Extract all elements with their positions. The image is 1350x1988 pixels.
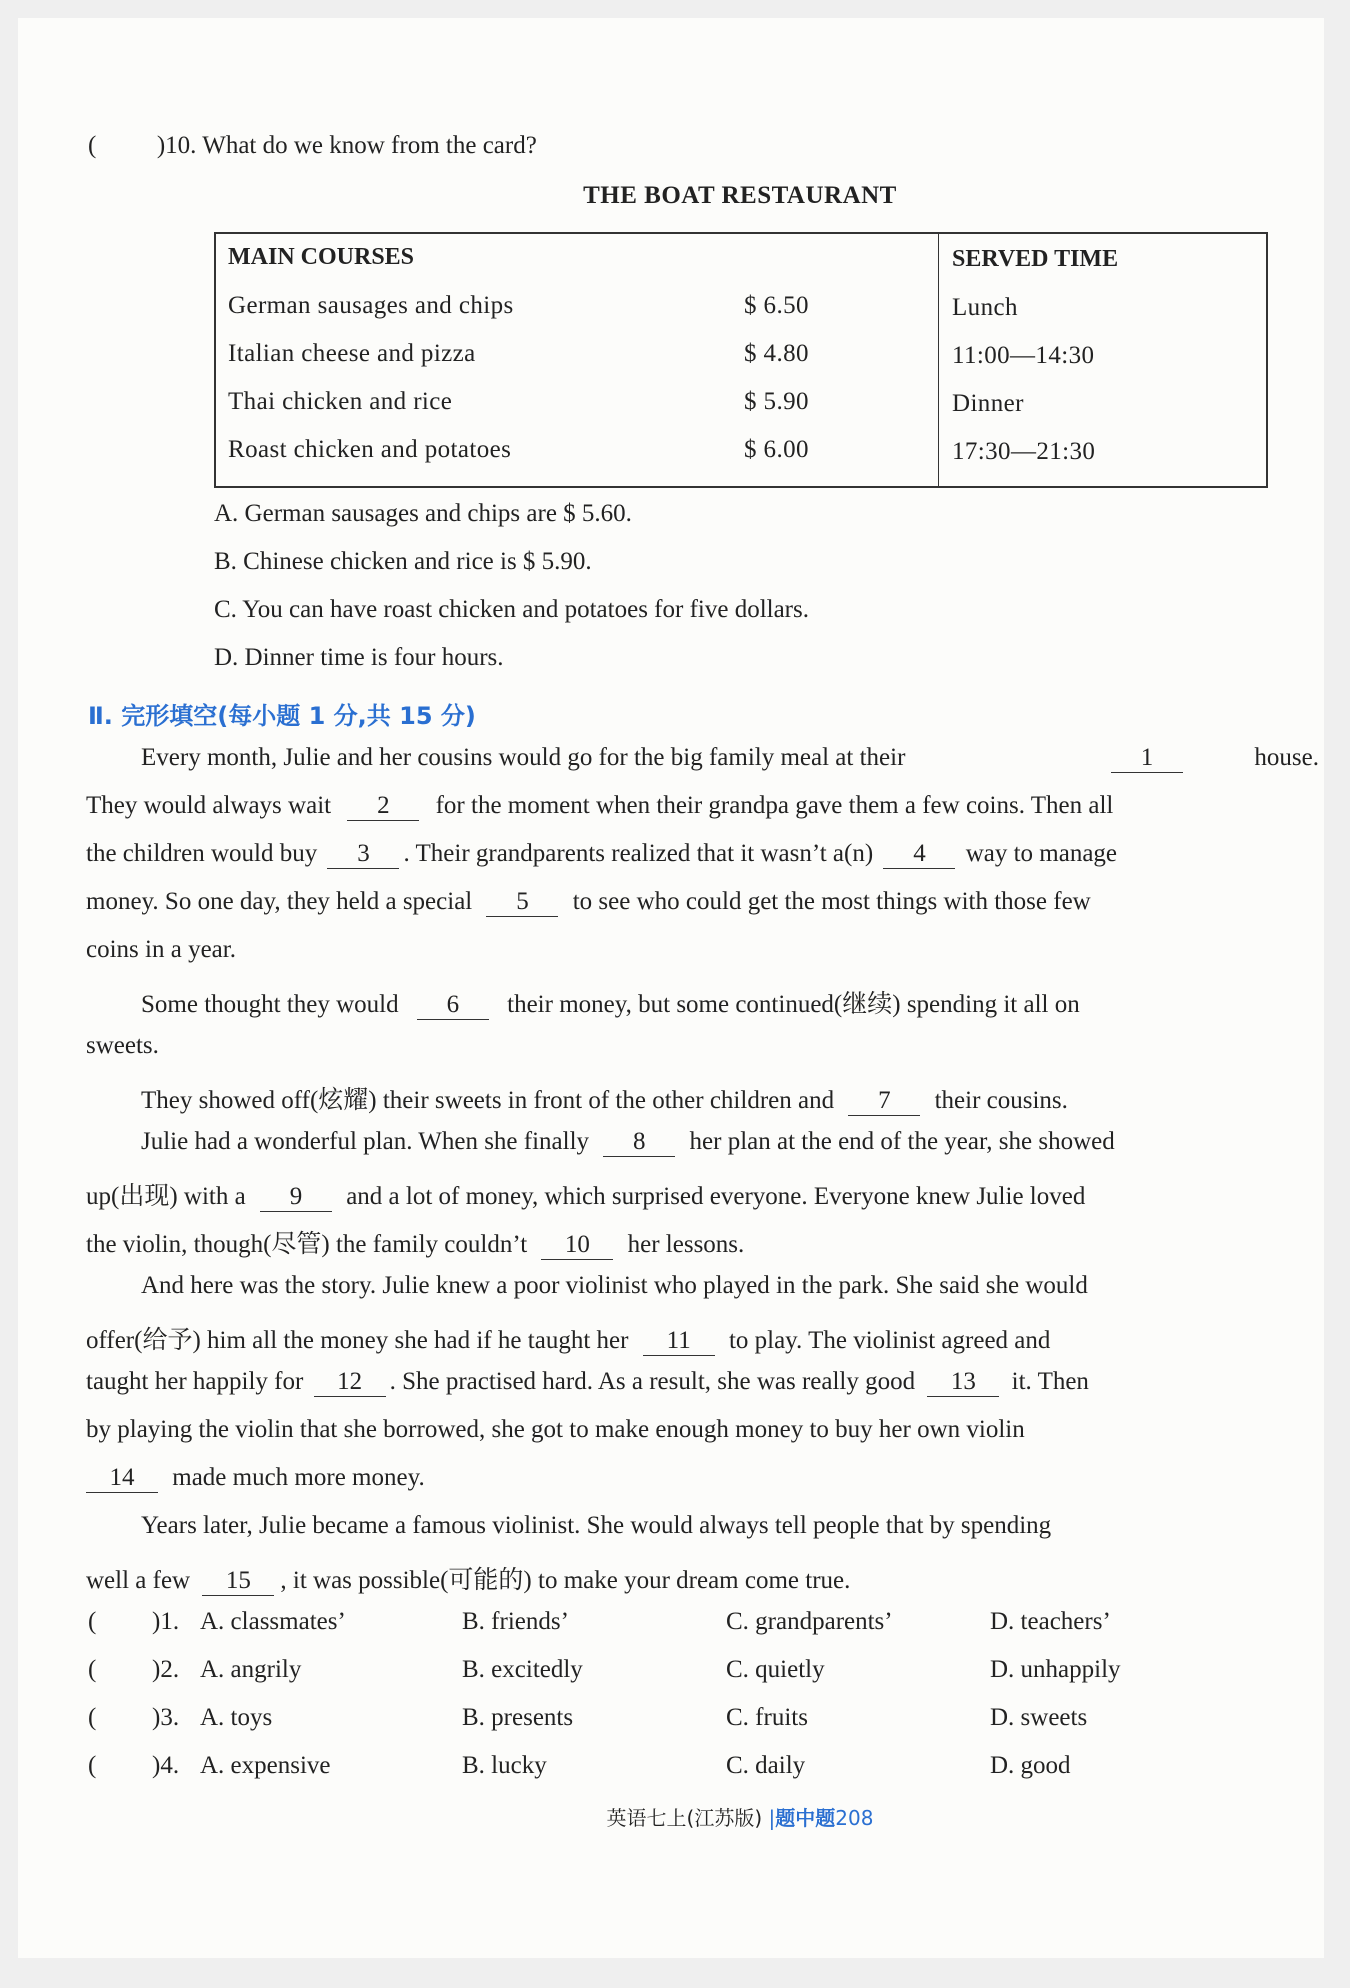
passage-text: . She practised hard. As a result, she was really good — [389, 1368, 916, 1395]
passage-line — [86, 1080, 1319, 1116]
passage-text: offer(给予) him all the money she had if he taught her — [86, 1327, 629, 1354]
question-text: What do we know from the card? — [202, 132, 537, 159]
blank-6: 6 — [417, 991, 489, 1020]
choice-c: C. grandparents’ — [726, 1608, 893, 1635]
main-courses-header: MAIN COURSES — [228, 244, 415, 270]
menu-item-price: $ 4.80 — [744, 340, 809, 367]
passage-text: They showed off(炫耀) their sweets in front of the other children and — [141, 1087, 835, 1114]
menu-item-name: Italian cheese and pizza — [228, 340, 476, 367]
blank-14: 14 — [86, 1464, 158, 1493]
choice-number: )1. — [152, 1608, 180, 1635]
passage-line — [86, 1176, 1264, 1212]
choice-a: A. expensive — [200, 1752, 331, 1779]
question-number: 10. — [165, 132, 197, 159]
choice-number: )4. — [152, 1752, 180, 1779]
passage-line: sweets. — [86, 1032, 159, 1059]
served-time-label: Dinner — [952, 390, 1024, 417]
passage-text: , it was possible(可能的) to make your dream come true. — [280, 1567, 851, 1594]
passage-text: house. — [1254, 744, 1319, 771]
choice-d: D. teachers’ — [990, 1608, 1111, 1635]
choice-b: B. excitedly — [462, 1656, 583, 1683]
blank-15: 15 — [202, 1567, 274, 1596]
choice-number: )2. — [152, 1656, 180, 1683]
passage-text: her plan at the end of the year, she showed — [689, 1128, 1115, 1155]
choice-row — [86, 1656, 1264, 1688]
blank-8: 8 — [603, 1128, 675, 1157]
choice-b: B. friends’ — [462, 1608, 569, 1635]
passage-text: They would always wait — [86, 792, 332, 819]
blank-1: 1 — [1111, 744, 1183, 773]
passage-text: it. Then — [1011, 1368, 1089, 1395]
blank-12: 12 — [314, 1368, 386, 1397]
blank-4: 4 — [883, 840, 955, 869]
choice-a: A. toys — [200, 1704, 273, 1731]
passage-text: to play. The violinist agreed and — [728, 1327, 1051, 1354]
menu-item-name: German sausages and chips — [228, 292, 514, 319]
menu-card — [214, 232, 1268, 488]
passage-line — [86, 792, 1264, 821]
choice-d: D. good — [990, 1752, 1071, 1779]
choice-a: A. angrily — [200, 1656, 302, 1683]
served-time-header: SERVED TIME — [952, 246, 1119, 272]
card-title: THE BOAT RESTAURANT — [583, 182, 897, 209]
passage-line — [86, 744, 1319, 772]
passage-text: the children would buy — [86, 840, 318, 867]
passage-text: Julie had a wonderful plan. When she finally — [141, 1128, 590, 1155]
choice-d: D. sweets — [990, 1704, 1088, 1731]
page-number: 208 — [835, 1806, 874, 1830]
passage-text: . Their grandparents realized that it wasn’t a(n) — [403, 840, 874, 867]
passage-text: and a lot of money, which surprised everyone. Everyone knew Julie loved — [346, 1183, 1086, 1210]
passage-text: their money, but some continued(继续) spending it all on — [507, 991, 1080, 1018]
choice-c: C. fruits — [726, 1704, 808, 1731]
choice-row — [86, 1752, 1264, 1784]
passage-text: for the moment when their grandpa gave them a few coins. Then all — [435, 792, 1114, 819]
option-c: C. You can have roast chicken and potatoes for five dollars. — [214, 596, 809, 623]
answer-paren-open[interactable]: ( — [88, 1656, 97, 1683]
blank-3: 3 — [327, 840, 399, 869]
passage-line: coins in a year. — [86, 936, 236, 963]
passage-line — [86, 1128, 1319, 1157]
menu-divider — [938, 234, 939, 486]
menu-item-price: $ 6.50 — [744, 292, 809, 319]
blank-10: 10 — [541, 1231, 613, 1260]
passage-line — [86, 984, 1319, 1020]
choice-c: C. daily — [726, 1752, 806, 1779]
choice-a: A. classmates’ — [200, 1608, 346, 1635]
served-time-range: 17:30—21:30 — [952, 438, 1096, 465]
passage-line: by playing the violin that she borrowed, she got to make enough money to buy her own violin — [86, 1416, 1025, 1443]
passage-text: their cousins. — [934, 1087, 1068, 1114]
blank-2: 2 — [347, 792, 419, 821]
answer-paren-open[interactable]: ( — [88, 1704, 97, 1731]
passage-text: taught her happily for — [86, 1368, 304, 1395]
menu-item-name: Thai chicken and rice — [228, 388, 453, 415]
section-heading: Ⅱ. 完形填空(每小题 1 分,共 15 分) — [88, 702, 476, 730]
passage-text: Every month, Julie and her cousins would go for the big family meal at their — [141, 744, 906, 771]
option-b: B. Chinese chicken and rice is $ 5.90. — [214, 548, 592, 575]
brand-name: 题中题 — [775, 1806, 836, 1830]
option-d: D. Dinner time is four hours. — [214, 644, 504, 671]
passage-text: her lessons. — [627, 1231, 745, 1258]
blank-7: 7 — [848, 1087, 920, 1116]
passage-text: to see who could get the most things with those few — [572, 888, 1091, 915]
served-time-range: 11:00—14:30 — [952, 342, 1095, 369]
served-time-label: Lunch — [952, 294, 1018, 321]
passage-line: Years later, Julie became a famous violinist. She would always tell people that by spending — [141, 1512, 1052, 1539]
choice-number: )3. — [152, 1704, 180, 1731]
book-title: 英语七上(江苏版) — [606, 1806, 763, 1830]
passage-text: money. So one day, they held a special — [86, 888, 473, 915]
blank-5: 5 — [486, 888, 558, 917]
blank-9: 9 — [260, 1183, 332, 1212]
passage-line — [86, 1368, 1264, 1397]
choice-b: B. presents — [462, 1704, 574, 1731]
page-footer — [0, 1802, 1350, 1831]
answer-paren-open: ( — [88, 132, 97, 159]
passage-text: way to manage — [965, 840, 1118, 867]
passage-text: the violin, though(尽管) the family couldn’t — [86, 1231, 528, 1258]
choice-b: B. lucky — [462, 1752, 547, 1779]
question-10 — [88, 132, 537, 160]
choice-row — [86, 1704, 1264, 1736]
blank-11: 11 — [643, 1327, 715, 1356]
passage-text: Some thought they would — [141, 991, 399, 1018]
passage-line — [86, 1560, 1264, 1596]
passage-line — [86, 1320, 1264, 1356]
passage-text: made much more money. — [172, 1464, 425, 1491]
choice-row — [86, 1608, 1264, 1640]
menu-item-price: $ 5.90 — [744, 388, 809, 415]
menu-item-price: $ 6.00 — [744, 436, 809, 463]
choice-d: D. unhappily — [990, 1656, 1121, 1683]
passage-line — [86, 1224, 1264, 1260]
passage-text: well a few — [86, 1567, 191, 1594]
passage-line — [86, 1464, 1264, 1493]
footer-divider: | — [768, 1806, 776, 1830]
passage-text: up(出现) with a — [86, 1183, 246, 1210]
passage-line — [86, 840, 1264, 869]
answer-paren-open[interactable]: ( — [88, 1608, 97, 1635]
option-a: A. German sausages and chips are $ 5.60. — [214, 500, 632, 527]
choice-c: C. quietly — [726, 1656, 825, 1683]
passage-line: And here was the story. Julie knew a poor violinist who played in the park. She said she would — [141, 1272, 1088, 1299]
blank-13: 13 — [927, 1368, 999, 1397]
passage-line — [86, 888, 1264, 917]
answer-paren-open[interactable]: ( — [88, 1752, 97, 1779]
menu-item-name: Roast chicken and potatoes — [228, 436, 512, 463]
answer-paren-close: ) — [156, 132, 166, 159]
